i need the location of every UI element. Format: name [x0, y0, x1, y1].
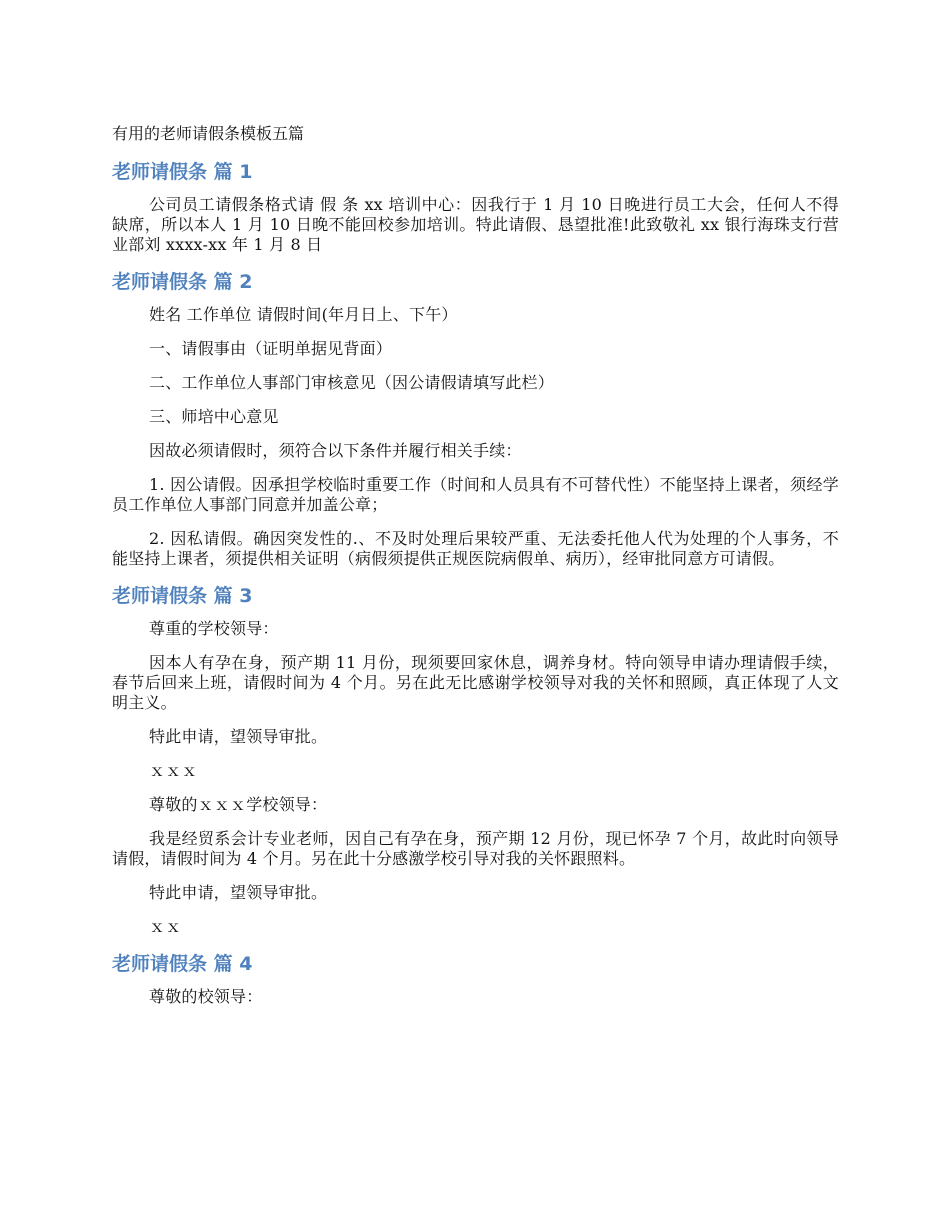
paragraph: 特此申请，望领导审批。: [149, 727, 328, 746]
paragraph: 2. 因私请假。确因突发性的.、不及时处理后果较严重、无法委托他人代为处理的个人事务，不能坚持上课者，须提供相关证明（病假须提供正规医院病假单、病历），经审批同意方可请假。: [112, 529, 839, 568]
paragraph: 二、工作单位人事部门审核意见（因公请假请填写此栏）: [149, 373, 555, 392]
document-page: [112, 121, 839, 1021]
section-heading: 老师请假条 篇 3: [112, 585, 253, 607]
paragraph: ｘｘｘ: [149, 761, 198, 780]
section-heading: 老师请假条 篇 1: [112, 161, 253, 183]
paragraph: 三、师培中心意见: [149, 407, 279, 426]
section-heading: 老师请假条 篇 2: [112, 271, 253, 293]
paragraph: 尊重的学校领导：: [149, 619, 279, 638]
document-title: 有用的老师请假条模板五篇: [112, 124, 305, 143]
paragraph: 公司员工请假条格式请 假 条 xx 培训中心：因我行于 1 月 10 日晚进行员工大会，任何人不得缺席，所以本人 1 月 10 日晚不能回校参加培训。特此请假、恳望批准!此致敬礼 xx 银行海珠支行营业部刘 xxxx-xx 年 1 月 8 日: [112, 195, 839, 254]
section-3: [112, 583, 839, 937]
paragraph: 1. 因公请假。因承担学校临时重要工作（时间和人员具有不可替代性）不能坚持上课者，须经学员工作单位人事部门同意并加盖公章；: [112, 475, 839, 514]
section-heading: 老师请假条 篇 4: [112, 953, 253, 975]
paragraph: 因本人有孕在身，预产期 11 月份，现须要回家休息，调养身材。特向领导申请办理请假手续，春节后回来上班，请假时间为 4 个月。另在此无比感谢学校领导对我的关怀和照顾，真正体现了人文明主义。: [112, 653, 839, 712]
paragraph: 特此申请，望领导审批。: [149, 883, 328, 902]
paragraph: 因故必须请假时，须符合以下条件并履行相关手续：: [149, 441, 522, 460]
paragraph: 尊敬的ｘｘｘ学校领导：: [149, 795, 328, 814]
section-2: [112, 269, 839, 569]
paragraph: 我是经贸系会计专业老师，因自己有孕在身，预产期 12 月份，现已怀孕 7 个月，故此时向领导请假，请假时间为 4 个月。另在此十分感激学校引导对我的关怀跟照料。: [112, 829, 839, 868]
paragraph: 姓名 工作单位 请假时间(年月日上、下午）: [149, 305, 458, 324]
paragraph: ｘｘ: [149, 917, 182, 936]
section-1: [112, 159, 839, 255]
paragraph: 尊敬的校领导：: [149, 987, 263, 1006]
paragraph: 一、请假事由（证明单据见背面）: [149, 339, 393, 358]
section-4: [112, 951, 839, 1007]
